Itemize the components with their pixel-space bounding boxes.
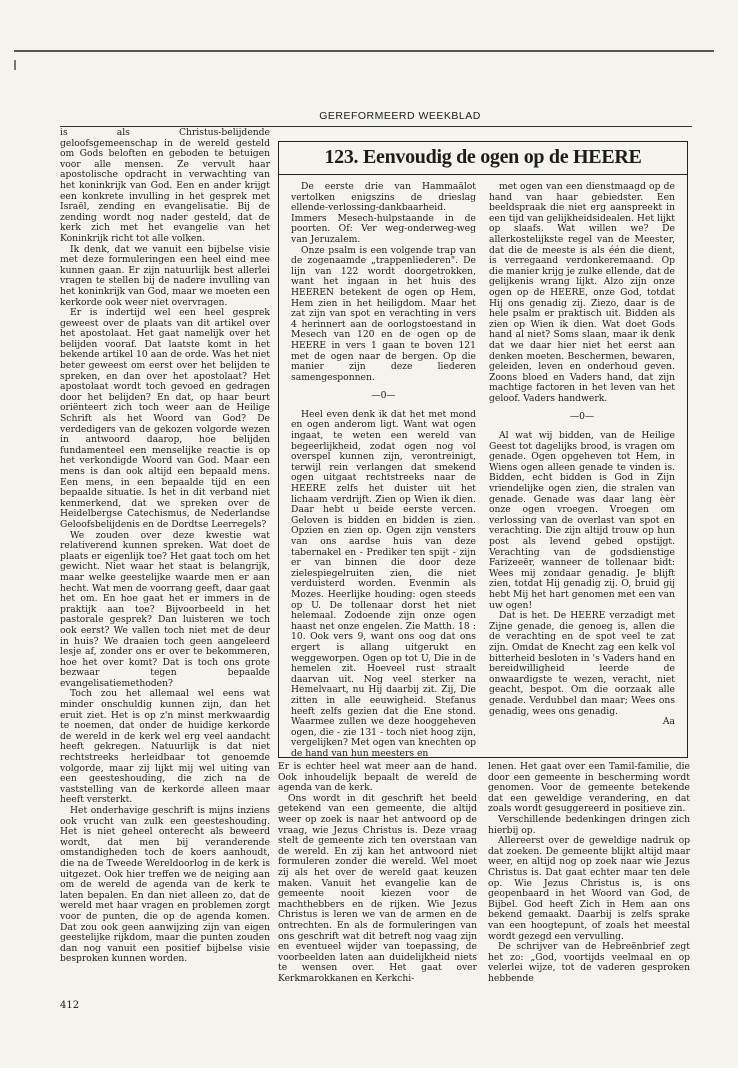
section-separator: —0— (371, 390, 396, 402)
paragraph: De schrijver van de Hebreënbrief zegt het zo: „God, voortijds veelmaal en op velerlei wijze, tot de vaderen gesproken hebbende (488, 941, 690, 984)
paragraph: Allereerst over de geweldige nadruk op dat zoeken. De gemeente blijkt altijd maar weer, en altijd nog op zoek naar wie Jezus Christus is. Dat gaat echter maar ten dele op. Wie Jezus Christus is, is ons geopenbaard in het Woord van God, de Bijbel. God heeft Zich in Hem aan ons bekend gemaakt. Daarbij is zelfs sprake van een hoogtepunt, of zoals het meestal wordt gezegd een vervulling. (488, 835, 690, 942)
paragraph: met ogen van een dienstmaagd op de hand van haar gebiedster. Een beeldspraak die niet erg aanspreekt in een tijd van gelijkheidsidealen. Het lijkt op slaafs. Wat willen we? De allerkostelijkste regel van de Meester, dat die de meeste is als één die dient, is verregaand verdonkeremaand. Op die manier krijg je zulke ellende, dat de gelijkenis wrang lijkt. Alzo zijn onze ogen op de HEERE, onze God, totdat Hij ons genadig zij. Ziezo, daar is de hele psalm er praktisch uit. Bidden als zien op Wien ik dien. Wat doet Gods hand al niet? Soms slaan, maar ik denk dat we daar hier niet het eerst aan denken moeten. Beschermen, bewaren, geleiden, leven en onderhoud geven. Zoons bloed en Vaders hand, dat zijn machtige factoren in het leven van het geloof. Vaders handwerk. (489, 181, 675, 404)
journal-title: GEREFORMEERD WEEKBLAD (319, 110, 481, 122)
paragraph: Ik denk, dat we vanuit een bijbelse visie met deze formuleringen een heel eind mee kunnen gaan. Er zijn natuurlijk best allerlei vragen te stellen bij de nadere invulling van het koninkrijk van God, maar we moeten een kerkorde ook weer niet overvragen. (60, 243, 270, 308)
meditation-box (278, 141, 688, 758)
paragraph: Ons wordt in dit geschrift het beeld getekend van een gemeente, die altijd weer op zoek is naar het antwoord op de vraag, wie Jezus Christus is. Deze vraag stelt de gemeente zich ten overstaan van de wereld. En zij kan het antwoord niet formuleren zonder die wereld. Wel moet zij als het over de wereld gaat keuzen maken. Vanuit het evangelie kan de gemeente nooit kiezen voor de machthebbers en de rijken. Wie Jezus Christus is leren we van de armen en de ontrechten. En als de formuleringen van ons geschrift wat dit betreft nog vaag zijn en eventueel wijder van toepassing, de voorbeelden laten aan duidelijkheid niets te wensen over. Het gaat over Kerkmarokkanen en Kerkchi- (278, 792, 477, 984)
top-edge-mark (14, 60, 16, 70)
paragraph: Toch zou het allemaal wel eens wat minder onschuldig kunnen zijn, dan het eruit ziet. Het is op z'n minst merkwaardig te noemen, dat onder de huidige kerkorde de wereld in de kerk wel erg veel aandacht heeft gekregen. Natuurlijk is dat niet rechtstreeks herleidbaar tot genoemde volgorde, maar zij lijkt mij wel uiting van een geesteshouding, die zich na de vaststelling van de kerkorde alleen maar heeft versterkt. (60, 688, 270, 806)
meditation-column-right (489, 182, 675, 728)
column-left (60, 128, 270, 965)
paragraph: Het onderhavige geschrift is mijns inziens ook vrucht van zulk een geesteshouding. Het is niet geheel onterecht als beweerd wordt, dat men bij veranderende omstandigheden toch de koers aanhoudt, die na de Tweede Wereldoorlog in de kerk is uitgezet. Ook hier treffen we de neiging aan om de wereld de agenda van de kerk te laten bepalen. En dan niet alleen zo, dat de wereld met haar vragen en problemen zorgt voor de punten, die op de agenda komen. Dat zou ook geen aanwijzing zijn van eigen geestelijke rijkdom, maar die punten zouden dan nog vanuit een positief bijbelse visie besproken kunnen worden. (60, 805, 270, 965)
column-bottom-right (488, 762, 690, 984)
meditation-title: 123. Eenvoudig de ogen op de HEERE (324, 146, 642, 168)
column-bottom-middle (278, 762, 477, 984)
paragraph: Heel even denk ik dat het met mond en ogen anderom ligt. Want wat ogen ingaat, te weten een wereld van begeerlijkheid, zodat ogen nog vol overspel kunnen zijn, verontreinigt, terwijl rein verlangen dat smekend ogen uitgaat rechtstreeks naar de HEERE zelfs het duister uit het lichaam verdrijft. Zien op Wien ik dien. Daar hebt u beide eerste vercen. Geloven is bidden en bidden is zien. Opzien en zien op. Ogen zijn vensters van ons aardse huis van deze tabernakel en - Prediker ten spijt - zijn er van binnen die door deze zielespiegelruiten zien, die niet verduisterd worden. Evenmin als Mozes. Heerlijke houding: ogen steeds op U. De tollenaar dorst het niet helemaal. Zodoende zijn onze ogen haast net onze engelen. Zie Matth. 18 : 10. Ook vers 9, want ons oog dat ons ergert is allang uitgerukt en weggeworpen. Ogen op tot U, Die in de hemelen zit. Hoeveel rust straalt daarvan uit. Nog veel sterker na Hemelvaart, nu Hij daarbij zit. Zij, Die zitten in alle eeuwigheid. Stefanus heeft zelfs gezien dat die Ene stond. Waarmee zullen we deze hooggeheven ogen, die - zie 131 - toch niet hoog zijn, vergelijken? Met ogen van knechten op de hand van hun meesters en (291, 408, 476, 759)
paragraph: We zouden over deze kwestie wat relativerend kunnen spreken. Wat doet de plaats er eigenlijk toe? Het gaat toch om het gewicht. Niet waar het staat is belangrijk, maar welke geestelijke waarde men er aan hecht. Wat men de voorrang geeft, daar gaat het om. En hoe gaat het er immers in de praktijk aan toe? Bijvoorbeeld in het pastorale gesprek? Dan luisteren we toch ook eerst? We vallen toch niet met de deur in huis? We draaien toch geen aangeleerd lesje af, zonder ons er over te bekommeren, hoe het over komt? Dat is toch ons grote bezwaar tegen bepaalde evangelisatiemethoden? (60, 529, 270, 689)
title-rule (279, 174, 687, 175)
paragraph: is als Christus-belijdende geloofsgemeenschap in de wereld gesteld om Gods beloften en geboden te betuigen voor alle mensen. Ze vervult haar apostolische opdracht in verwachting van het koninkrijk van God. Een en ander krijgt een konkrete invulling in het gesprek met Israël, zending en evangelisatie. Bij de zending wordt nog nader gesteld, dat de kerk zich met het evangelie van het Koninkrijk richt tot alle volken. (60, 127, 270, 244)
top-edge-rule (14, 50, 714, 52)
paragraph: Al wat wij bidden, van de Heilige Geest tot dagelijks brood, is vragen om genade. Ogen opgeheven tot Hem, in Wiens ogen alleen genade te vinden is. Bidden, echt bidden is God in Zijn vriendelijke ogen zien, die stralen van genade. Genade was daar lang èèr onze ogen vroegen. Vroegen om verlossing van de overlast van spot en verachting. Die zijn altijd trouw op hun post als levend gebed opstijgt. Verachting van de godsdienstige Farizeeër, wanneer de tollenaar bidt: Wees mij zondaar genadig. Je blijft zien, totdat Hij genadig zij. O, bruid gij hebt Mij het hart genomen met een van uw ogen! (489, 430, 675, 611)
paragraph: De eerste drie van Hammaälot vertolken enigszins de drieslag ellende-verlossing-dankbaarheid. Immers Mesech-hulpstaande in de poorten. Of: Ver weg-onderweg-weg van Jeruzalem. (291, 181, 476, 245)
signature: Aa (662, 716, 675, 728)
paragraph: lenen. Het gaat over een Tamil-familie, die door een gemeente in bescherming wordt genomen. Voor de gemeente betekende dat een geweldige verandering, en dat zoals wordt gesuggereerd in positieve zin. (488, 761, 690, 815)
paragraph: Er is echter heel wat meer aan de hand. Ook inhoudelijk bepaalt de wereld de agenda van de kerk. (278, 761, 477, 794)
meditation-column-left (291, 182, 476, 759)
section-separator: —0— (569, 411, 595, 423)
paragraph: Verschillende bedenkingen dringen zich hierbij op. (488, 813, 690, 836)
paragraph: Er is indertijd wel een heel gesprek geweest over de plaats van dit artikel over het apostolaat. Het gaat namelijk over het belijden vooraf. Dat laatste komt in het bekende artikel 10 aan de orde. Was het niet beter geweest om eerst over het belijden te spreken, en dan over het apostolaat? Het apostolaat wordt toch gevoed en gedragen door het belijden? En dat, op haar beurt oriënteert zich toch weer aan de Heilige Schrift als het Woord van God? De verdedigers van de gekozen volgorde wezen in antwoord daarop, hoe belijden fundamenteel een menselijke reactie is op het verkondigde Woord van God. Maar een mens is dan ook altijd een bepaald mens. Een mens, in een bepaalde tijd en een bepaalde situatie. Is het in dit verband niet kenmerkend, dat we spreken over de Heidelbergse Catechismus, de Nederlandse Geloofsbelijdenis en de Dordtse Leerregels? (60, 307, 270, 530)
page-number: 412 (60, 1000, 80, 1011)
paragraph: Onze psalm is een volgende trap van de zogenaamde „trappenliederen". De lijn van 122 wordt doorgetrokken, want het ingaan in het huis des HEEREN betekent de ogen op Hem, Hem zien in het heiligdom. Maar het zat zijn van spot en verachting in vers 4 herinnert aan de oorlogstoestand in Mesech van 120 en de ogen op de HEERE in vers 1 gaan te boven 121 met de ogen naar de bergen. Op die manier zijn deze liederen samengesponnen. (291, 244, 476, 383)
paragraph: Dat is het. De HEERE verzadigt met Zijne genade, die genoeg is, allen die de verachting en de spot veel te zat zijn. Omdat de Knecht zag een kelk vol bitterheid besloten in 's Vaders hand en bereidwilligheid leerde de onwaardigste te wezen, veracht, niet geacht, bespot. Om die oorzaak alle genade. Verdubbel dan maar; Wees ons genadig, wees ons genadig. (489, 610, 675, 717)
